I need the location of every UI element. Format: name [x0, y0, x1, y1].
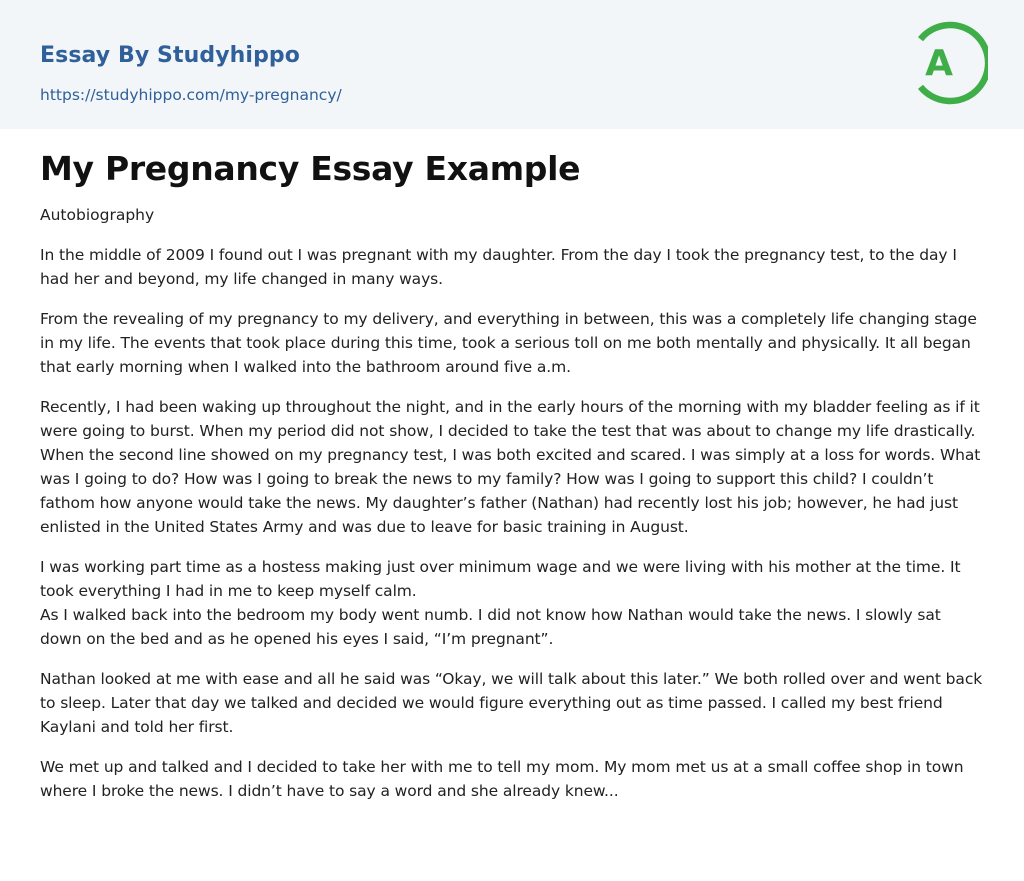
studyhippo-logo-icon[interactable]	[912, 19, 988, 107]
site-title[interactable]: Essay By Studyhippo	[40, 43, 300, 68]
essay-body	[40, 243, 984, 803]
page-title: My Pregnancy Essay Example	[40, 149, 581, 188]
logo-letter: A	[925, 43, 953, 84]
essay-paragraph: From the revealing of my pregnancy to my delivery, and everything in between, this was a completely life changing stage in my life. The events that took place during this time, took a serious toll on me both mentally and physically. It all began that early morning when I walked into the bathroom around five a.m.	[40, 310, 977, 376]
category-label: Autobiography	[40, 206, 155, 224]
essay-paragraph: Recently, I had been waking up throughout the night, and in the early hours of the morning with my bladder feeling as if it were going to burst. When my period did not show, I decided to take the test that was about to change my life drastically. When the second line showed on my pregnancy test, I was both excited and scared. I was simply at a loss for words. What was I going to do? How was I going to break the news to my family? How was I going to support this child? I couldn’t fathom how anyone would take the news. My daughter’s father (Nathan) had recently lost his job; however, he had just enlisted in the United States Army and was due to leave for basic training in August.	[40, 398, 981, 536]
essay-paragraph: In the middle of 2009 I found out I was pregnant with my daughter. From the day I took the pregnancy test, to the day I had her and beyond, my life changed in many ways.	[40, 246, 957, 288]
site-header	[0, 0, 1024, 129]
article-url-link[interactable]: https://studyhippo.com/my-pregnancy/	[40, 86, 342, 104]
essay-paragraph: Nathan looked at me with ease and all he said was “Okay, we will talk about this later.” We both rolled over and went back to sleep. Later that day we talked and decided we would figure everything out as time passed. I called my best friend Kaylani and told her first.	[40, 670, 983, 736]
article	[0, 129, 1024, 803]
essay-paragraph: I was working part time as a hostess making just over minimum wage and we were living with his mother at the time. It took everything I had in me to keep myself calm. As I walked back into the bedroom my body went numb. I did not know how Nathan would take the news. I slowly sat down on the bed and as he opened his eyes I said, “I’m pregnant”.	[40, 558, 961, 648]
essay-paragraph: We met up and talked and I decided to take her with me to tell my mom. My mom met us at a small coffee shop in town where I broke the news. I didn’t have to say a word and she already knew...	[40, 758, 964, 800]
